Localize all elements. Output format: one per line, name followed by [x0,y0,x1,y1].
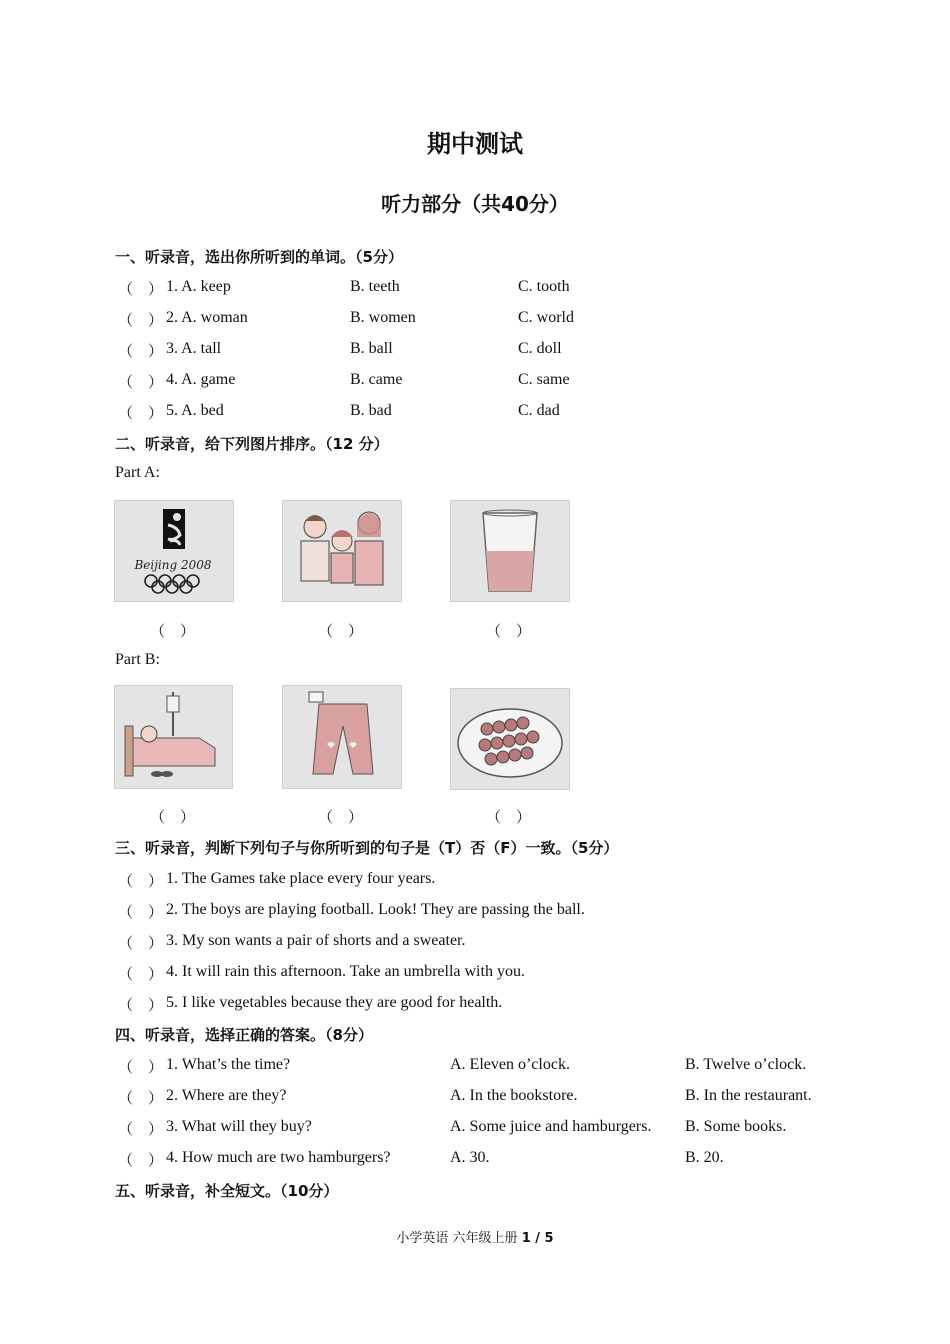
page-footer [0,1227,950,1246]
question-text: 3. What will they buy? [166,1118,312,1135]
option-b: B. ball [350,340,393,357]
part-b-label: Part B: [115,651,160,668]
section-4-heading: 四、听录音，选择正确的答案。（8分） [115,1026,373,1044]
option-b: B. women [350,309,416,326]
option-c: C. world [518,309,574,326]
logo-text: Beijing 2008 [134,558,212,572]
statement-text: 3. My son wants a pair of shorts and a sweater. [166,932,466,949]
answer-blank[interactable]: （ ） [486,810,532,826]
option-b: B. bad [350,402,392,419]
option-b: B. came [350,371,403,388]
question-text: 1. What’s the time? [166,1056,291,1073]
statement-text: 5. I like vegetables because they are good for health. [166,994,503,1011]
beijing-2008-logo-image [114,500,234,602]
kebabs-plate-image [450,688,570,790]
option-c: C. tooth [518,278,570,295]
option-b: B. 20. [685,1149,724,1166]
footer-text: 小学英语 六年级上册 [396,1231,518,1246]
question-option-a: 2. A. woman [166,309,248,326]
glass-of-juice-image [450,500,570,602]
question-option-a: 3. A. tall [166,340,222,357]
answer-blank[interactable]: （ ） [118,375,164,391]
answer-blank[interactable]: （ ） [486,624,532,640]
option-c: C. dad [518,402,560,419]
section-2-heading: 二、听录音，给下列图片排序。（12 分） [115,435,389,453]
question-option-a: 4. A. game [166,371,236,388]
option-b: B. In the restaurant. [685,1087,812,1104]
answer-blank[interactable]: （ ） [118,406,164,422]
option-a: A. 30. [450,1149,490,1166]
section-3-heading: 三、听录音，判断下列句子与你所听到的句子是（T）否（F）一致。（5分） [115,839,619,857]
trousers-image [282,685,402,789]
option-a: A. Eleven o’clock. [450,1056,570,1073]
answer-blank[interactable]: （ ） [118,936,164,952]
question-text: 2. Where are they? [166,1087,287,1104]
section-5-heading: 五、听录音，补全短文。（10分） [115,1182,339,1200]
answer-blank[interactable]: （ ） [118,874,164,890]
option-b: B. Some books. [685,1118,787,1135]
page-subtitle: 听力部分（共40分） [381,192,569,216]
page-title: 期中测试 [427,130,523,158]
answer-blank[interactable]: （ ） [118,313,164,329]
answer-blank[interactable]: （ ） [118,344,164,360]
statement-text: 2. The boys are playing football. Look! They are passing the ball. [166,901,585,918]
question-text: 4. How much are two hamburgers? [166,1149,391,1166]
statement-text: 4. It will rain this afternoon. Take an umbrella with you. [166,963,525,980]
statement-text: 1. The Games take place every four years. [166,870,436,887]
option-c: C. same [518,371,570,388]
answer-blank[interactable]: （ ） [118,1060,164,1076]
family-image [282,500,402,602]
answer-blank[interactable]: （ ） [118,905,164,921]
option-c: C. doll [518,340,562,357]
answer-blank[interactable]: （ ） [118,1153,164,1169]
answer-blank[interactable]: （ ） [118,998,164,1014]
question-option-a: 5. A. bed [166,402,224,419]
part-a-label: Part A: [115,464,160,481]
answer-blank[interactable]: （ ） [318,810,364,826]
question-option-a: 1. A. keep [166,278,231,295]
answer-blank[interactable]: （ ） [318,624,364,640]
option-a: A. In the bookstore. [450,1087,578,1104]
answer-blank[interactable]: （ ） [150,624,196,640]
answer-blank[interactable]: （ ） [118,1091,164,1107]
answer-blank[interactable]: （ ） [118,282,164,298]
page-number: 1 / 5 [521,1231,554,1246]
option-a: A. Some juice and hamburgers. [450,1118,652,1135]
answer-blank[interactable]: （ ） [118,967,164,983]
sick-in-bed-image [114,685,233,789]
option-b: B. teeth [350,278,400,295]
answer-blank[interactable]: （ ） [118,1122,164,1138]
section-1-heading: 一、听录音，选出你所听到的单词。（5分） [115,248,403,266]
option-b: B. Twelve o’clock. [685,1056,807,1073]
answer-blank[interactable]: （ ） [150,810,196,826]
